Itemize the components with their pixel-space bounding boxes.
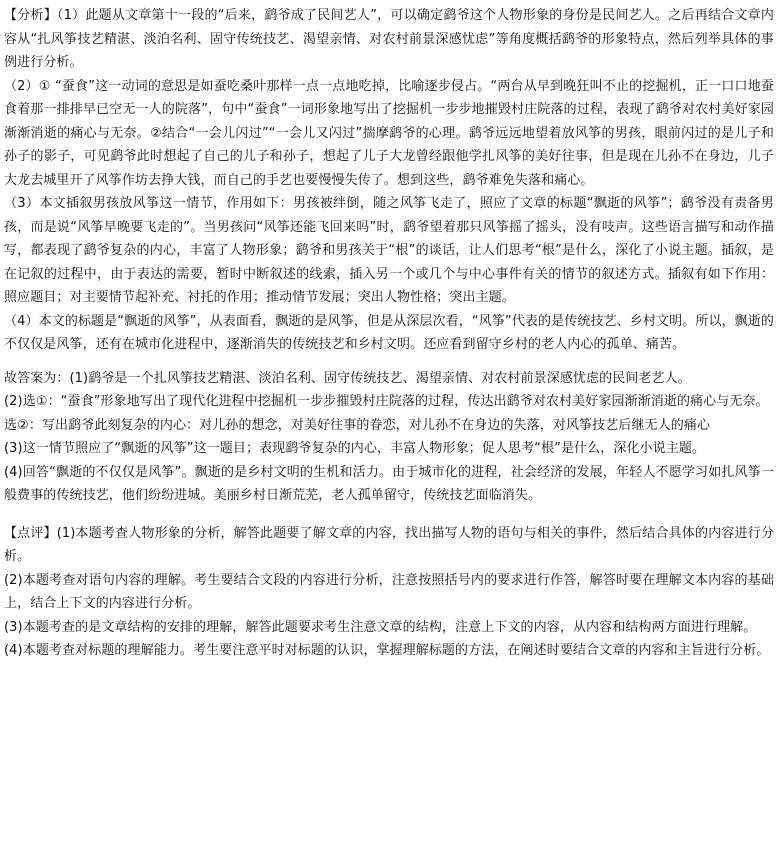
- answer-paragraph-1: 故答案为：(1)鹞爷是一个扎风筝技艺精湛、淡泊名利、固守传统技艺、渴望亲情、对农村前景深感忧虑的民间老艺人。: [4, 370, 691, 386]
- section-gap: [4, 357, 774, 367]
- section-gap: [4, 508, 774, 522]
- answer-paragraph-2: (2)选①：“蚕食”形象地写出了现代化进程中挖掘机一步步摧毁村庄院落的过程，传达出鹞爷对农村美好家园渐渐消逝的痛心与无奈。: [4, 394, 769, 409]
- comment-paragraph-2: (2)本题考查对语句内容的理解。考生要结合文段的内容进行分析，注意按照括号内的要求进行作答，解答时要在理解文本内容的基础上，结合上下文的内容进行分析。: [4, 572, 774, 611]
- comment-paragraph-1: 【点评】(1)本题考查人物形象的分析，解答此题要了解文章的内容，找出描写人物的语句与相关的事件，然后结合具体的内容进行分析。: [4, 525, 774, 564]
- analysis-paragraph-4: （4）本文的标题是“飘逝的风筝”，从表面看，飘逝的是风筝，但是从深层次看，“风筝”代表的是传统技艺、乡村文明。所以，飘逝的不仅仅是风筝，还有在城市化进程中，逐渐消失的传统技艺和乡村文明。还应看到留守乡村的老人内心的孤单、痛苦。: [4, 313, 774, 352]
- analysis-paragraph-3: （3）本文插叙男孩放风筝这一情节，作用如下：男孩被绊倒，随之风筝飞走了，照应了文章的标题“飘逝的风筝”；鹞爷没有责备男孩，而是说“风筝早晚要飞走的”。当男孩问“风筝还能飞回来吗”时，鹞爷望着那只风筝摇了摇头，没有吱声。这些语言描写和动作描写，都表现了鹞爷复杂的内心，丰富了人物形象；鹞爷和男孩关于“根”的谈话，让人们思考“根”是什么，深化了小说主题。插叙，是在记叙的过程中，由于表达的需要，暂时中断叙述的线索，插入另一个或几个与中心事件有关的情节的叙述方式。插叙有如下作用：照应题目；对主要情节起补充、衬托的作用；推动情节发展；突出人物性格；突出主题。: [4, 196, 774, 305]
- analysis-paragraph-2: （2）① “蚕食”这一动词的意思是如蚕吃桑叶那样一点一点地吃掉，比喻逐步侵占。“两台从早到晚狂叫不止的挖掘机，正一口口地蚕食着那一排排早已空无一人的院落”，句中“蚕食”一词形象地写出了挖掘机一步步地摧毁村庄院落的过程，表现了鹞爷对农村美好家园渐渐消逝的痛心与无奈。②结合“一会儿闪过”“一会儿又闪过”揣摩鹞爷的心理。鹞爷远远地望着放风筝的男孩，眼前闪过的是儿子和孙子的影子，可见鹞爷此时想起了自己的儿子和孙子，想起了儿子大龙曾经跟他学扎风筝的美好往事，但是现在儿孙不在身边，儿子大龙去城里开了风筝作坊去挣大钱，而自己的手艺也要慢慢失传了。想到这些，鹞爷难免失落和痛心。: [4, 78, 774, 188]
- comment-paragraph-3: (3)本题考查的是文章结构的安排的理解，解答此题要求考生注意文章的结构，注意上下文的内容，从内容和结构两方面进行理解。: [4, 619, 757, 635]
- analysis-section: [4, 4, 774, 357]
- comment-section: [4, 522, 774, 663]
- answer-paragraph-2b: 选②：写出鹞爷此刻复杂的内心：对儿孙的想念，对美好往事的眷恋，对儿孙不在身边的失落，对风筝技艺后继无人的痛心: [4, 417, 711, 433]
- answer-paragraph-4: (4)回答“飘逝的不仅仅是风筝”。飘逝的是乡村文明的生机和活力。由于城市化的进程，社会经济的发展，年轻人不愿学习如扎风筝一般费事的传统技艺，他们纷纷进城。美丽乡村日渐荒芜，老人孤单留守，传统技艺面临消失。: [4, 464, 774, 503]
- answer-paragraph-3: (3)这一情节照应了“飘逝的风筝”这一题目；表现鹞爷复杂的内心，丰富人物形象；促人思考“根”是什么，深化小说主题。: [4, 441, 706, 456]
- analysis-paragraph-1: 【分析】（1）此题从文章第十一段的“后来，鹞爷成了民间艺人”，可以确定鹞爷这个人物形象的身份是民间艺人。之后再结合文章内容从“扎风筝技艺精湛、淡泊名利、固守传统技艺、渴望亲情、对农村前景深感忧虑”等角度概括鹞爷的形象特点，然后列举具体的事例进行分析。: [4, 8, 774, 70]
- comment-paragraph-4: (4)本题考查对标题的理解能力。考生要注意平时对标题的认识，掌握理解标题的方法，在阐述时要结合文章的内容和主旨进行分析。: [4, 643, 770, 658]
- answer-section: [4, 367, 774, 508]
